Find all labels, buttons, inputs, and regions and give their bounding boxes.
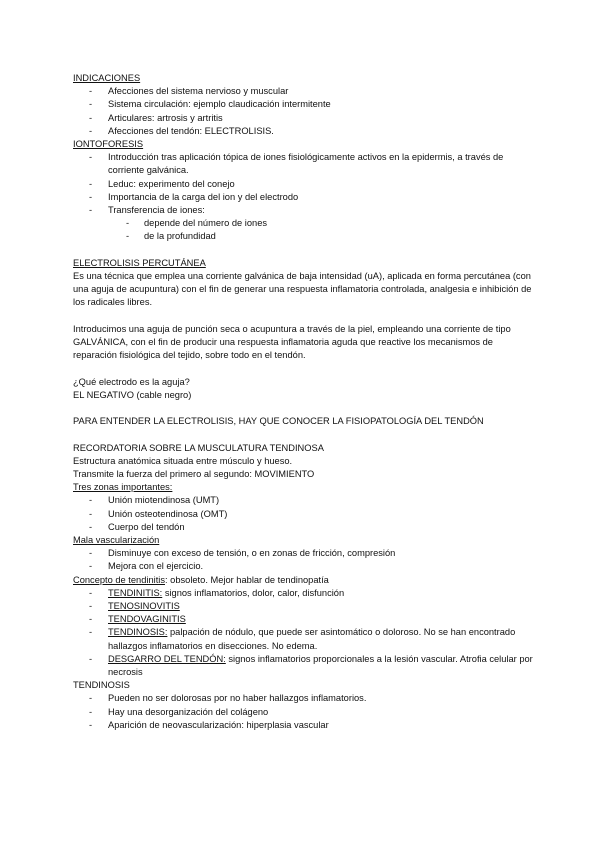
document-page — [73, 72, 533, 732]
list-item: - TENOSINOVITIS — [89, 601, 180, 612]
list-item: - Cuerpo del tendón — [89, 521, 185, 532]
list-item: - Afecciones del tendón: ELECTROLISIS. — [89, 125, 274, 136]
list-item: - Hay una desorganización del colágeno — [89, 706, 269, 717]
iontoforesis-heading: IONTOFORESIS — [73, 139, 144, 150]
concepto-line — [73, 574, 533, 587]
list-item: - Aparición de neovascularización: hiperplasia vascular — [89, 719, 329, 730]
list-item: - Disminuye con exceso de tensión, o en zonas de fricción, compresión — [89, 548, 396, 559]
list-item: - Transferencia de iones: — [89, 205, 205, 216]
list-item: - Unión osteotendinosa (OMT) — [89, 508, 228, 519]
tres-zonas-heading: Tres zonas importantes: — [73, 482, 173, 493]
electrode-answer: EL NEGATIVO (cable negro) — [73, 389, 192, 400]
list-item: - Unión miotendinosa (UMT) — [89, 495, 220, 506]
sub-list-item: - de la profundidad — [126, 231, 216, 242]
concepto-text: : obsoleto. Mejor hablar de tendinopatía — [165, 574, 329, 585]
concepto-label: Concepto de tendinitis — [73, 574, 165, 585]
fisiopatologia-statement: PARA ENTENDER LA ELECTROLISIS, HAY QUE CONOCER LA FISIOPATOLOGÍA DEL TENDÓN — [73, 416, 484, 427]
recordatoria-line: Transmite la fuerza del primero al segundo: MOVIMIENTO — [73, 469, 315, 480]
electrode-question: ¿Qué electrodo es la aguja? — [73, 376, 190, 387]
electrolisis-paragraph-1: Es una técnica que emplea una corriente galvánica de baja intensidad (uA), aplicada en forma percutánea (con una aguja de acupuntura) con el fin de generar una respuesta inflamatoria controlada, analgesia e inhibición de los radicales libres. — [73, 271, 532, 308]
list-item: - Introducción tras aplicación tópica de iones fisiológicamente activos en la epidermis, a través de corriente galvánica. — [89, 152, 504, 176]
list-item: - TENDINOSIS: palpación de nódulo, que puede ser asintomático o doloroso. No se han encontrado hallazgos inflamatorios en disecciones. No edema. — [89, 627, 516, 651]
list-item: - Mejora con el ejercicio. — [89, 561, 204, 572]
recordatoria-line: Estructura anatómica situada entre músculo y hueso. — [73, 455, 293, 466]
list-item: - Leduc: experimento del conejo — [89, 178, 235, 189]
list-item: - Sistema circulación: ejemplo claudicación intermitente — [89, 99, 331, 110]
list-item: - DESGARRO DEL TENDÓN: signos inflamatorios proporcionales a la lesión vascular. Atrofia celular por necrosis — [89, 653, 533, 678]
electrolisis-heading: ELECTROLISIS PERCUTÁNEA — [73, 257, 206, 268]
list-item: - TENDINITIS: signos inflamatorios, dolor, calor, disfunción — [89, 587, 345, 598]
list-item: - Afecciones del sistema nervioso y muscular — [89, 86, 289, 97]
recordatoria-heading: RECORDATORIA SOBRE LA MUSCULATURA TENDINOSA — [73, 442, 324, 453]
list-item: - Importancia de la carga del ion y del electrodo — [89, 191, 299, 202]
tendinosis-heading: TENDINOSIS — [73, 680, 130, 691]
list-item: - TENDOVAGINITIS — [89, 614, 186, 625]
electrolisis-paragraph-2: Introducimos una aguja de punción seca o acupuntura a través de la piel, empleando una corriente de tipo GALVÁNICA, con el fin de producir una respuesta inflamatoria aguda que reactive los mecanismos de reparación fisiológica del tejido, sobre todo en el tendón. — [73, 323, 511, 361]
mala-vascularizacion-heading: Mala vascularización — [73, 535, 160, 546]
list-item: - Articulares: artrosis y artritis — [89, 112, 223, 123]
list-item: - Pueden no ser dolorosas por no haber hallazgos inflamatorios. — [89, 693, 367, 704]
indicaciones-heading: INDICACIONES — [73, 73, 141, 83]
sub-list-item: - depende del número de iones — [126, 218, 268, 229]
